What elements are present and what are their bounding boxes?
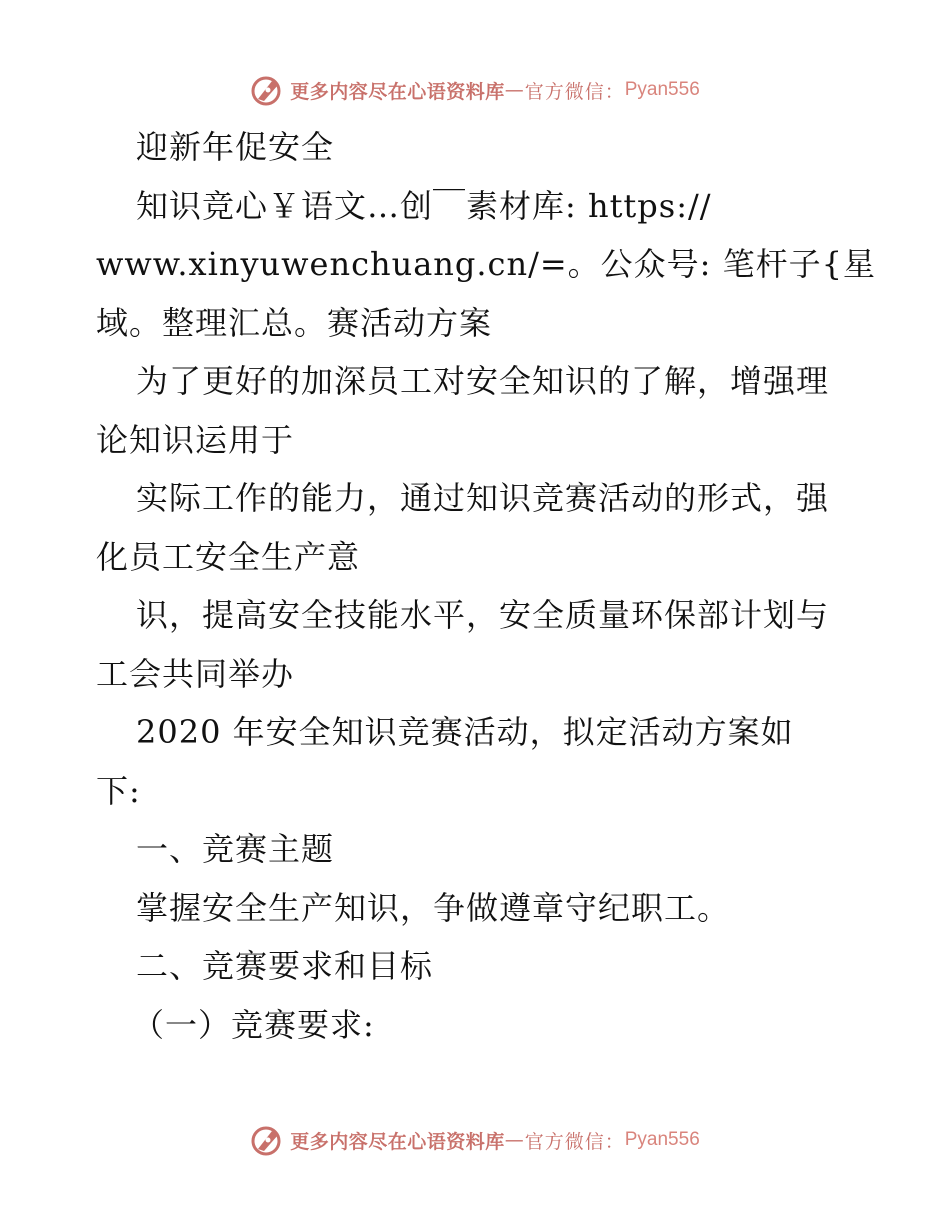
doc-line: 识，提高安全技能水平，安全质量环保部计划与 <box>136 596 830 634</box>
pen-nib-logo-icon <box>250 1123 284 1157</box>
doc-line: 知识竞心￥语文…创￣素材库: https:// <box>136 186 712 225</box>
document-body <box>96 118 876 1054</box>
doc-line: 化员工安全生产意 <box>96 537 361 576</box>
doc-line: 掌握安全生产知识，争做遵章守纪职工。 <box>136 888 731 927</box>
doc-line: 2020 年安全知识竞赛活动，拟定活动方案如 <box>136 713 794 751</box>
doc-line: 实际工作的能力，通过知识竞赛活动的形式，强 <box>136 479 830 517</box>
banner-wechat-id: Pyan556 <box>624 1129 700 1150</box>
section-heading: 二、竞赛要求和目标 <box>136 947 434 985</box>
banner-wechat-label: 官方微信： <box>524 80 625 103</box>
subsection-heading: （一）竞赛要求: <box>132 1005 375 1044</box>
banner-dash: — <box>504 1129 525 1151</box>
footer-watermark-banner <box>0 1120 950 1160</box>
doc-line: 下: <box>96 771 141 810</box>
doc-line: 论知识运用于 <box>96 420 295 459</box>
banner-dash: — <box>504 79 525 101</box>
doc-line: 为了更好的加深员工对安全知识的了解，增强理 <box>136 362 830 400</box>
banner-wechat-label: 官方微信： <box>524 1130 625 1153</box>
pen-nib-logo-icon <box>250 73 284 107</box>
banner-brand-text: 更多内容尽在心语资料库 <box>290 1130 505 1153</box>
doc-line: 工会共同举办 <box>96 654 295 693</box>
header-watermark-banner <box>0 70 950 110</box>
banner-wechat-id: Pyan556 <box>624 79 700 100</box>
doc-line: 域。整理汇总。赛活动方案 <box>96 303 493 342</box>
doc-title-line: 迎新年促安全 <box>136 128 335 166</box>
section-heading: 一、竞赛主题 <box>136 830 335 868</box>
banner-brand-text: 更多内容尽在心语资料库 <box>290 80 505 103</box>
doc-line: www.xinyuwenchuang.cn/=。公众号: 笔杆子{星 <box>96 245 876 283</box>
